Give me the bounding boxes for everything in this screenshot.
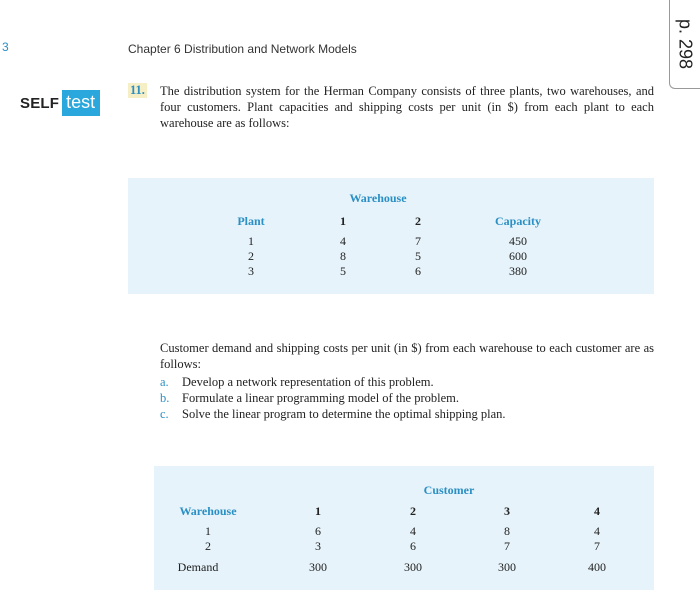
table2-warehouse-2: 2 — [205, 539, 211, 553]
table1-cell: 8 — [340, 249, 346, 263]
part-label: b. — [160, 391, 170, 405]
table1-plant-2: 2 — [248, 249, 254, 263]
table1-cell: 5 — [415, 249, 421, 263]
self-label: SELF — [20, 94, 60, 112]
table2-cell: 4 — [594, 524, 600, 538]
self-test-badge — [20, 90, 100, 116]
table1-row-header: Plant — [237, 214, 265, 228]
table2-cell: 3 — [315, 539, 321, 553]
table2-demand: 400 — [588, 560, 606, 574]
table2-warehouse-1: 1 — [205, 524, 211, 538]
table1-col-2: 2 — [415, 214, 421, 228]
table2-demand: 300 — [309, 560, 327, 574]
table2-col-1: 1 — [315, 504, 321, 518]
table2-col-2: 2 — [410, 504, 416, 518]
demand-intro-text: Customer demand and shipping costs per unit (in $) from each warehouse to each customer are as follows: — [160, 341, 654, 371]
table2-cell: 7 — [594, 539, 600, 553]
table2-row-header: Warehouse — [179, 504, 237, 518]
table1-col-1: 1 — [340, 214, 346, 228]
part-text: Formulate a linear programming model of the problem. — [182, 391, 460, 405]
table1-capacity: 380 — [509, 264, 527, 278]
table1-group-header: Warehouse — [349, 191, 407, 205]
table1-plant-3: 3 — [248, 264, 254, 278]
table2-cell: 6 — [410, 539, 416, 553]
chapter-header: Chapter 6 Distribution and Network Models — [128, 42, 357, 56]
part-item — [160, 406, 654, 422]
test-label: test — [62, 90, 100, 116]
page-edge-number: 3 — [2, 40, 9, 54]
plant-warehouse-table — [128, 178, 654, 294]
table2-demand: 300 — [404, 560, 422, 574]
table1-capacity: 600 — [509, 249, 527, 263]
part-item — [160, 390, 654, 406]
table1-capacity: 450 — [509, 234, 527, 248]
problem-intro-text: The distribution system for the Herman Company consists of three plants, two warehouses, and four customers. Plant capacities and shipping costs per unit (in $) from each plant to each warehouse are as follows: — [160, 84, 654, 130]
part-label: c. — [160, 407, 169, 421]
warehouse-customer-table — [154, 466, 654, 590]
table2-cell: 6 — [315, 524, 321, 538]
part-item — [160, 374, 654, 390]
table2-cell: 4 — [410, 524, 416, 538]
table1-cell: 6 — [415, 264, 421, 278]
table2-group-header: Customer — [423, 483, 475, 497]
problem-number: 11. — [130, 83, 145, 97]
table1-cell: 4 — [340, 234, 346, 248]
table1-capacity-header: Capacity — [495, 214, 541, 228]
page-number-tab — [669, 0, 700, 89]
table2-demand-label: Demand — [177, 560, 219, 574]
table2-cell: 8 — [504, 524, 510, 538]
table2-col-3: 3 — [504, 504, 510, 518]
part-text: Solve the linear program to determine the optimal shipping plan. — [182, 407, 506, 421]
table2-demand: 300 — [498, 560, 516, 574]
part-text: Develop a network representation of this problem. — [182, 375, 434, 389]
table1-cell: 5 — [340, 264, 346, 278]
table1-cell: 7 — [415, 234, 421, 248]
problem-parts-list — [160, 374, 654, 422]
table2-col-4: 4 — [594, 504, 600, 518]
table1-plant-1: 1 — [248, 234, 254, 248]
table2-cell: 7 — [504, 539, 510, 553]
page-number-label: p. 298 — [675, 18, 696, 70]
part-label: a. — [160, 375, 169, 389]
